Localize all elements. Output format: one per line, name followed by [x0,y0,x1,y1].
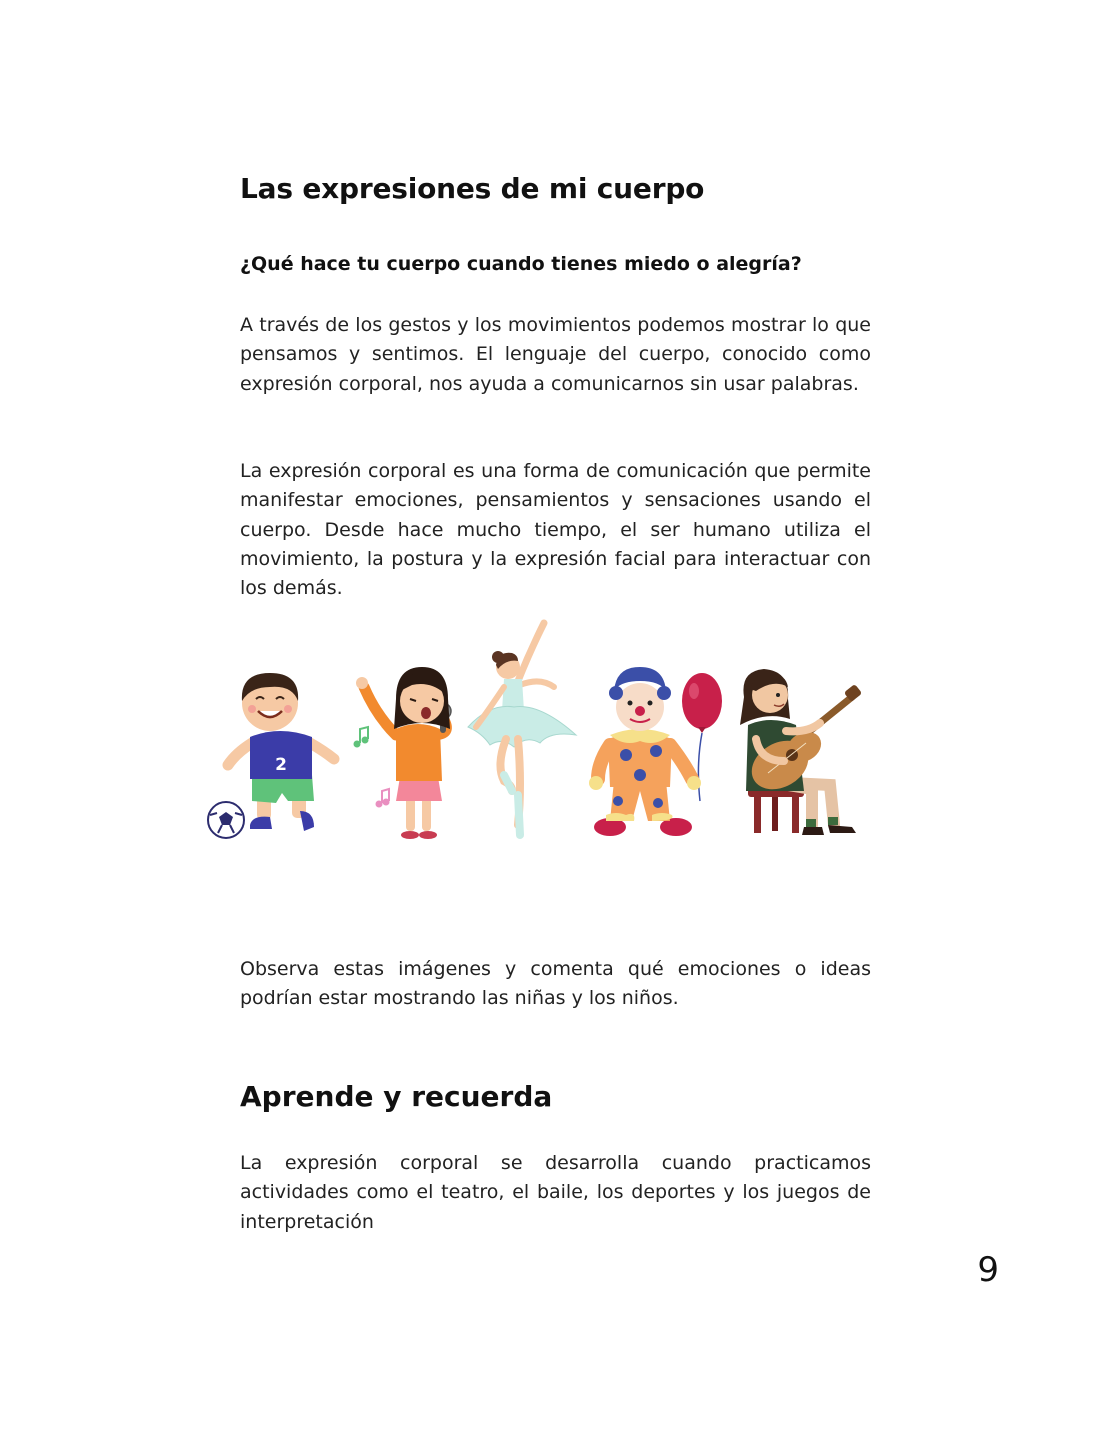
soccer-boy-figure [208,673,334,838]
music-note-icon [376,789,390,808]
paragraph-definition: La expresión corporal es una forma de comunicación que permite manifestar emociones, pensamientos y sensaciones usando el cuerpo. Desde hace mucho tiempo, el ser humano utiliza el movimiento, la postura y la expresión facial para interactuar con los demás. [240,460,871,600]
paragraph-observe: Observa estas imágenes y comenta qué emociones o ideas podrían estar mostrando las niñas y los niños. [240,958,871,1010]
guiding-question: ¿Qué hace tu cuerpo cuando tienes miedo o alegría? [240,253,802,275]
paragraph-aprende: La expresión corporal se desarrolla cuando practicamos actividades como el teatro, el baile, los deportes y los juegos de interpretación [240,1152,871,1233]
section-title-aprende: Aprende y recuerda [240,1080,553,1113]
music-note-icon [354,727,369,748]
clown-figure [589,667,722,836]
paragraph-intro: A través de los gestos y los movimientos podemos mostrar lo que pensamos y sentimos. El lenguaje del cuerpo, conocido como expresión corporal, nos ayuda a comunicarnos sin usar palabras. [240,314,871,395]
singing-girl-figure [354,667,452,839]
ballerina-figure [468,623,576,835]
children-expression-illustration [200,615,880,850]
page-number: 9 [977,1250,999,1290]
stool-icon [748,787,804,833]
jersey-number: 2 [275,755,287,775]
soccer-ball-icon [208,802,244,838]
guitar-girl-figure [740,669,862,835]
page-title: Las expresiones de mi cuerpo [240,172,705,205]
